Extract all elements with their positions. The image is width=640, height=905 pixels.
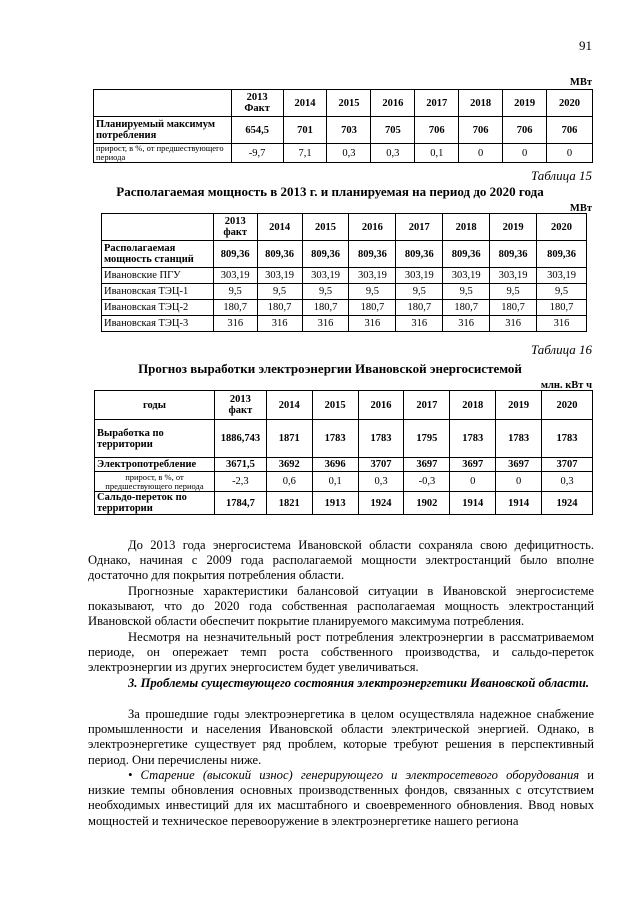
header-cell: 2020 — [547, 90, 593, 117]
paragraph-1: До 2013 года энергосистема Ивановской области сохраняла свою дефицитность. Однако, начиная с 2009 года располагаемой мощности электростанций было вполне достаточно для покрытия потребления области. — [88, 538, 594, 583]
table-cell: 1795 — [404, 420, 450, 458]
table16-number: Таблица 16 — [530, 342, 592, 357]
table-cell: 809,36 — [257, 241, 302, 268]
table-cell: 180,7 — [213, 300, 257, 316]
header-cell: 2017 — [396, 214, 443, 241]
row-label: Электропотребление — [95, 458, 215, 472]
header-cell: 2020 — [542, 391, 593, 420]
table-cell: 1914 — [496, 492, 542, 515]
table-cell: 9,5 — [349, 284, 396, 300]
table-header-row — [102, 214, 587, 241]
table-cell: -2,3 — [214, 472, 266, 492]
table-cell: 180,7 — [349, 300, 396, 316]
table-cell: 705 — [371, 117, 415, 144]
table14 — [93, 89, 593, 163]
header-cell: 2016 — [371, 90, 415, 117]
table-cell: 1924 — [542, 492, 593, 515]
table-cell: 9,5 — [257, 284, 302, 300]
table-cell: 9,5 — [302, 284, 349, 300]
row-label: Ивановская ТЭЦ-2 — [102, 300, 214, 316]
header-cell: 2017 — [404, 391, 450, 420]
table-cell: 303,19 — [213, 268, 257, 284]
header-cell: годы — [95, 391, 215, 420]
table-cell: 0,3 — [327, 144, 371, 163]
table15 — [101, 213, 587, 332]
table-cell: 0 — [459, 144, 503, 163]
header-cell: 2019 — [490, 214, 537, 241]
row-label: Ивановская ТЭЦ-3 — [102, 316, 214, 332]
table-cell: 706 — [415, 117, 459, 144]
table-cell: 303,19 — [349, 268, 396, 284]
header-cell: 2016 — [349, 214, 396, 241]
table-cell: 316 — [349, 316, 396, 332]
table-cell: 0 — [503, 144, 547, 163]
table-cell: 9,5 — [396, 284, 443, 300]
row-label: прирост, в %, от предшествующего периода — [95, 472, 215, 492]
row-label: Выработка по территории — [95, 420, 215, 458]
row-label: прирост, в %, от предшествующего периода — [94, 144, 232, 163]
table-cell: 1783 — [496, 420, 542, 458]
header-cell: 2015 — [327, 90, 371, 117]
table-row — [102, 284, 587, 300]
table-cell: 3697 — [496, 458, 542, 472]
header-cell: 2019 — [503, 90, 547, 117]
table-cell: 7,1 — [283, 144, 327, 163]
table-cell: 0,3 — [358, 472, 404, 492]
paragraph-5: • Старение (высокий износ) генерирующего и электросетевого оборудования и низкие темпы обновления основных производственных фондов, связанных с отсутствием необходимых инвестиций для их масштабного и своевременного обновления. Ввод новых мощностей и техническое перевооружение в электроэнергетике нашего региона — [88, 768, 594, 828]
table-cell: 303,19 — [396, 268, 443, 284]
table-cell: 180,7 — [396, 300, 443, 316]
header-cell: 2015 — [312, 391, 358, 420]
table-cell: 0,1 — [312, 472, 358, 492]
table-cell: 809,36 — [349, 241, 396, 268]
table-cell: 1783 — [358, 420, 404, 458]
table-row — [95, 420, 593, 458]
table-cell: 303,19 — [443, 268, 490, 284]
paragraph-2: Прогнозные характеристики балансовой ситуации в Ивановской энергосистеме показывают, что до 2020 года собственная располагаемая мощность электростанций Ивановской области обеспечит покрытие планируемого максимума потребления. — [88, 584, 594, 629]
table-cell: 1821 — [266, 492, 312, 515]
paragraph-4: За прошедшие годы электроэнергетика в целом осуществляла надежное снабжение промышленности и населения Ивановской области электрической энергией. Однако, в электроэнергетике существует ряд проблем, которые требуют решения в перспективный период. Они перечислены ниже. — [88, 707, 594, 767]
table-cell: 9,5 — [443, 284, 490, 300]
table-cell: 654,5 — [231, 117, 283, 144]
table-cell: 180,7 — [537, 300, 587, 316]
table14-unit: МВт — [569, 77, 592, 88]
table-cell: 316 — [396, 316, 443, 332]
table-cell: 701 — [283, 117, 327, 144]
table-row — [102, 300, 587, 316]
table-cell: 3697 — [450, 458, 496, 472]
table-cell: 706 — [547, 117, 593, 144]
header-cell: 2014 — [257, 214, 302, 241]
header-cell: 2016 — [358, 391, 404, 420]
table-row — [102, 316, 587, 332]
header-cell: 2018 — [459, 90, 503, 117]
table-cell: 3697 — [404, 458, 450, 472]
table-cell: 1783 — [450, 420, 496, 458]
row-label: Располагаемая мощность станций — [102, 241, 214, 268]
table-cell: 180,7 — [302, 300, 349, 316]
table-cell: 1924 — [358, 492, 404, 515]
table-cell: 809,36 — [302, 241, 349, 268]
table-header-row — [94, 90, 593, 117]
header-cell — [94, 90, 232, 117]
table-cell: 316 — [443, 316, 490, 332]
header-cell: 2017 — [415, 90, 459, 117]
table-cell: 809,36 — [213, 241, 257, 268]
table-cell: 1784,7 — [214, 492, 266, 515]
table-cell: 303,19 — [257, 268, 302, 284]
table-cell: 180,7 — [490, 300, 537, 316]
table-cell: 0,3 — [542, 472, 593, 492]
table-header-row — [95, 391, 593, 420]
table-row — [102, 268, 587, 284]
header-cell: 2015 — [302, 214, 349, 241]
table-cell: 180,7 — [257, 300, 302, 316]
table-row — [95, 492, 593, 515]
table-cell: 1913 — [312, 492, 358, 515]
header-cell: 2018 — [450, 391, 496, 420]
table16 — [94, 390, 593, 515]
paragraph-3: Несмотря на незначительный рост потребления электроэнергии в рассматриваемом периоде, он опережает темп роста собственного производства, и сальдо-переток электроэнергии из других энергосистем будет увеличиваться. — [88, 630, 594, 675]
table-cell: 706 — [459, 117, 503, 144]
header-cell: 2020 — [537, 214, 587, 241]
table-row — [94, 144, 593, 163]
table-cell: 3696 — [312, 458, 358, 472]
table-row — [102, 241, 587, 268]
header-cell: 2019 — [496, 391, 542, 420]
table-cell: -9,7 — [231, 144, 283, 163]
row-label: Ивановская ТЭЦ-1 — [102, 284, 214, 300]
table15-caption: Располагаемая мощность в 2013 г. и планируемая на период до 2020 года — [116, 184, 544, 199]
table-cell: 0 — [450, 472, 496, 492]
table-row — [94, 117, 593, 144]
section-heading: 3. Проблемы существующего состояния электроэнергетики Ивановской области. — [128, 676, 590, 690]
table-cell: 0,3 — [371, 144, 415, 163]
row-label: Планируемый максимум потребления — [94, 117, 232, 144]
table-cell: 3692 — [266, 458, 312, 472]
header-cell: 2013 факт — [214, 391, 266, 420]
table15-number: Таблица 15 — [530, 168, 592, 183]
table-row — [95, 458, 593, 472]
table-cell: 1886,743 — [214, 420, 266, 458]
table-cell: 9,5 — [213, 284, 257, 300]
table-cell: 0 — [496, 472, 542, 492]
table-cell: 303,19 — [537, 268, 587, 284]
row-label: Ивановские ПГУ — [102, 268, 214, 284]
table16-caption: Прогноз выработки электроэнергии Ивановской энергосистемой — [138, 361, 522, 376]
table-cell: 180,7 — [443, 300, 490, 316]
table-cell: 809,36 — [443, 241, 490, 268]
table-cell: 0,1 — [415, 144, 459, 163]
header-cell: 2013 факт — [213, 214, 257, 241]
table-cell: 809,36 — [490, 241, 537, 268]
table-cell: 703 — [327, 117, 371, 144]
table-cell: 809,36 — [396, 241, 443, 268]
header-cell: 2014 — [266, 391, 312, 420]
table-cell: 706 — [503, 117, 547, 144]
table-cell: 3707 — [542, 458, 593, 472]
header-cell — [102, 214, 214, 241]
row-label: Сальдо-переток по территории — [95, 492, 215, 515]
table-row — [95, 472, 593, 492]
table-cell: 1783 — [542, 420, 593, 458]
table-cell: 3707 — [358, 458, 404, 472]
table-cell: 0 — [547, 144, 593, 163]
table-cell: 1914 — [450, 492, 496, 515]
table-cell: 316 — [302, 316, 349, 332]
header-cell: 2014 — [283, 90, 327, 117]
table-cell: 316 — [537, 316, 587, 332]
header-cell: 2018 — [443, 214, 490, 241]
page-number: 91 — [579, 38, 592, 53]
header-cell: 2013 Факт — [231, 90, 283, 117]
table-cell: 9,5 — [537, 284, 587, 300]
table16-unit: млн. кВт ч — [540, 380, 592, 391]
table-cell: 303,19 — [490, 268, 537, 284]
table-cell: 9,5 — [490, 284, 537, 300]
table-cell: 316 — [213, 316, 257, 332]
table-cell: 316 — [257, 316, 302, 332]
table-cell: -0,3 — [404, 472, 450, 492]
table-cell: 0,6 — [266, 472, 312, 492]
table15-unit: МВт — [569, 203, 592, 214]
table-cell: 303,19 — [302, 268, 349, 284]
table-cell: 809,36 — [537, 241, 587, 268]
table-cell: 1871 — [266, 420, 312, 458]
table-cell: 1902 — [404, 492, 450, 515]
table-cell: 316 — [490, 316, 537, 332]
table-cell: 1783 — [312, 420, 358, 458]
table-cell: 3671,5 — [214, 458, 266, 472]
